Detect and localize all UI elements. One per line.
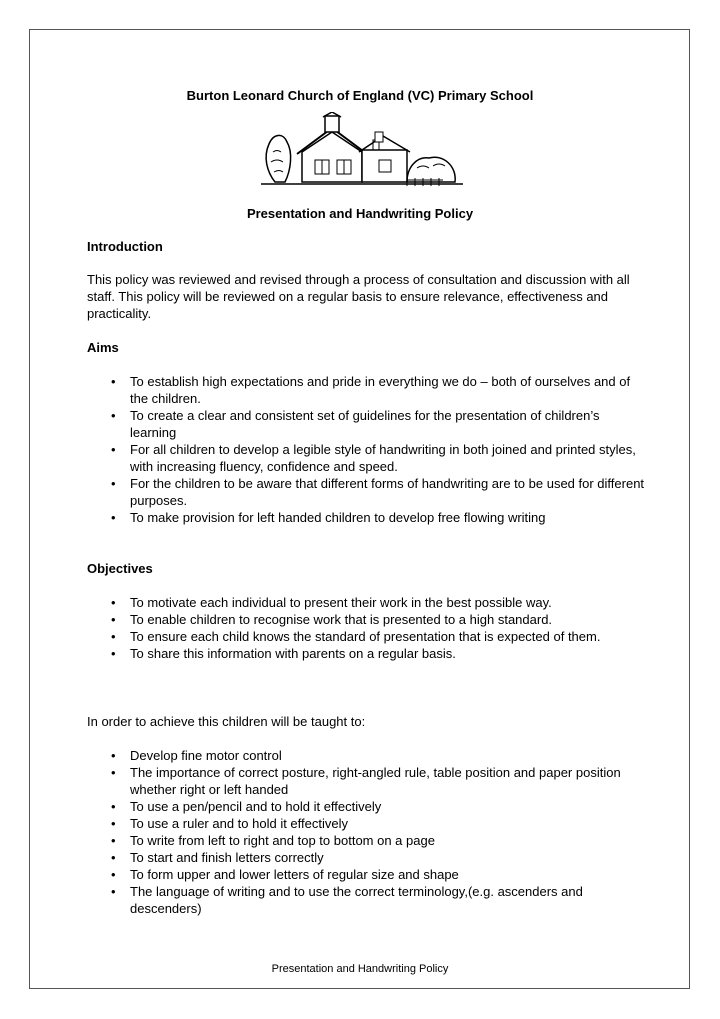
introduction-heading: Introduction (87, 239, 163, 254)
taught-intro: In order to achieve this children will be taught to: (87, 714, 366, 729)
list-item: • The importance of correct posture, right-angled rule, table position and paper position whether right or left handed (111, 765, 621, 797)
objectives-list (87, 594, 647, 662)
list-item: • For the children to be aware that different forms of handwriting are to be used for different purposes. (111, 476, 645, 508)
list-item: • To motivate each individual to present their work in the best possible way. (111, 595, 552, 610)
list-item: • To share this information with parents on a regular basis. (111, 646, 456, 661)
objectives-heading: Objectives (87, 561, 153, 576)
aims-list (87, 373, 647, 526)
list-item: • To use a ruler and to hold it effectively (111, 816, 348, 831)
list-item: • Develop fine motor control (111, 748, 282, 763)
list-item: • To write from left to right and top to bottom on a page (111, 833, 435, 848)
list-item: • The language of writing and to use the correct terminology,(e.g. ascenders and descenders) (111, 884, 583, 916)
list-item: • To use a pen/pencil and to hold it effectively (111, 799, 382, 814)
page-footer: Presentation and Handwriting Policy (271, 963, 449, 975)
aims-heading: Aims (87, 340, 119, 355)
school-building-logo (257, 112, 467, 192)
list-item: • To enable children to recognise work that is presented to a high standard. (111, 612, 553, 627)
list-item: • To start and finish letters correctly (111, 850, 324, 865)
list-item: • To make provision for left handed children to develop free flowing writing (111, 510, 546, 525)
list-item: • To form upper and lower letters of regular size and shape (111, 867, 459, 882)
list-item: • For all children to develop a legible style of handwriting in both joined and printed styles, with increasing fluency, confidence and speed. (111, 442, 636, 474)
list-item: • To ensure each child knows the standard of presentation that is expected of them. (111, 629, 601, 644)
school-name: Burton Leonard Church of England (VC) Primary School (186, 88, 534, 103)
introduction-text: This policy was reviewed and revised through a process of consultation and discussion with all staff. This policy will be reviewed on a regular basis to ensure relevance, effectiveness and practicality. (87, 272, 630, 321)
policy-title: Presentation and Handwriting Policy (246, 206, 474, 221)
list-item: • To create a clear and consistent set of guidelines for the presentation of children’s learning (111, 408, 600, 440)
list-item: • To establish high expectations and pride in everything we do – both of ourselves and of the children. (111, 374, 631, 406)
taught-list (87, 747, 647, 917)
